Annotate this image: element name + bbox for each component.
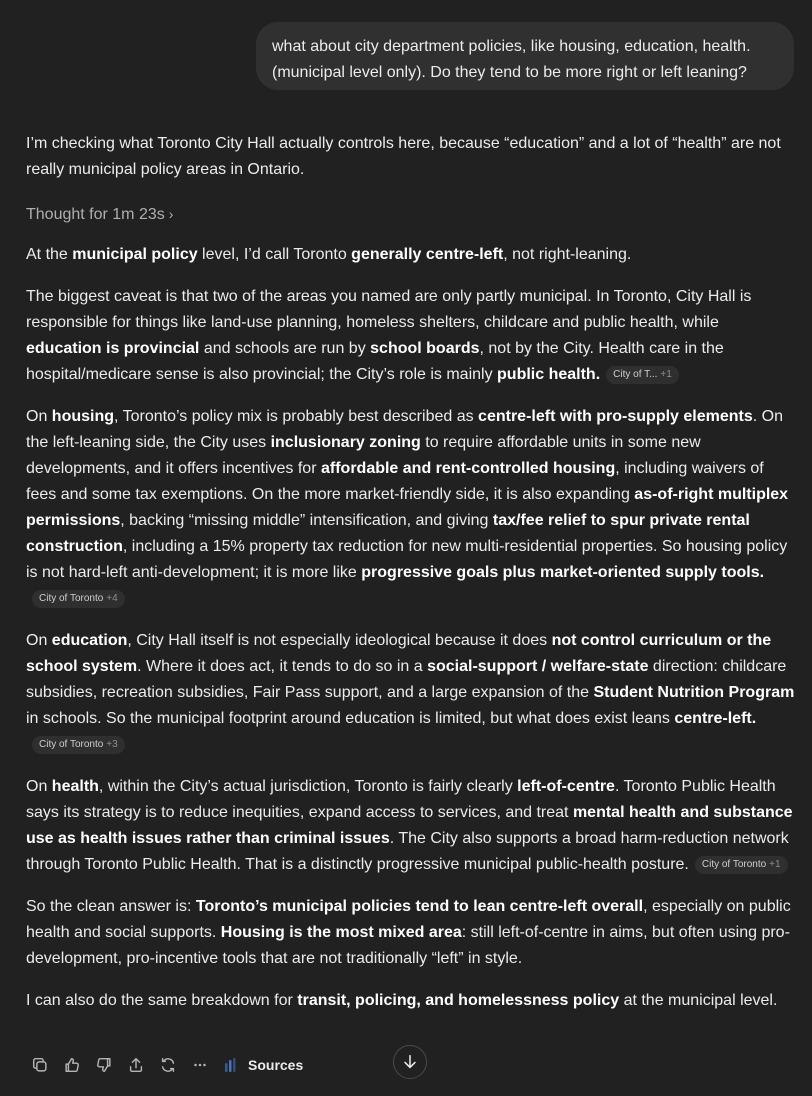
bold-text: mental health and substance use as health issues rather than criminal issues [26,804,793,847]
bold-text: housing [51,408,115,425]
text: On [26,632,52,649]
text: : still left-of-centre in aims, but often using pro-development, pro-incentive tools that are not traditionally “left” in style. [26,924,790,967]
bold-text: education is provincial [26,340,200,357]
bold-text: Toronto’s municipal policies tend to lean centre-left overall [195,898,644,915]
citation-chip[interactable] [695,856,788,874]
text: On [26,408,52,425]
chevron-right-icon: › [168,206,174,222]
text: , backing “missing middle” intensification, and giving [120,512,493,529]
text: , including waivers of fees and some tax exemptions. On the more market-friendly side, it is also expanding [26,460,764,503]
sources-label: Sources [248,1057,304,1073]
assistant-answer [26,242,796,1030]
arrow-down-icon [401,1053,419,1071]
citation-chip[interactable] [606,366,679,384]
answer-paragraph-1 [26,242,796,268]
answer-paragraph-3 [26,404,796,612]
citation-label: City of T... [613,369,658,380]
citation-count: +1 [769,859,781,870]
answer-paragraph-5 [26,774,796,878]
message-actions-toolbar [24,1051,303,1079]
share-icon[interactable] [120,1051,152,1079]
answer-paragraph-4 [26,628,796,758]
text: So the clean answer is: [26,898,196,915]
bold-text: social-support / welfare-state [427,658,649,675]
thought-label: Thought for 1m 23s [26,206,165,223]
sources-button[interactable] [224,1057,303,1073]
bold-text: affordable and rent-controlled housing [320,460,616,477]
text: The biggest caveat is that two of the areas you named are only partly municipal. In Toronto, City Hall is responsible for things like land-use planning, homeless shelters, childcare and public health, while [26,288,752,331]
citation-count: +4 [106,593,118,604]
answer-paragraph-2 [26,284,796,388]
bold-text: education [51,632,128,649]
text: , especially on public health and social supports. [26,898,791,941]
user-message-line-1: what about city department policies, like housing, education, health. [272,38,751,55]
bold-text: transit, policing, and homelessness policy [297,992,620,1009]
copy-icon[interactable] [24,1051,56,1079]
more-icon[interactable] [184,1051,216,1079]
text: On [26,778,52,795]
text: , not right-leaning. [503,246,632,263]
scroll-to-bottom-button[interactable] [393,1045,427,1079]
citation-label: City of Toronto [39,593,104,604]
bold-text: inclusionary zoning [270,434,421,451]
thumbs-down-icon[interactable] [88,1051,120,1079]
bold-text: as-of-right multiplex permissions [26,486,789,529]
bold-text: school boards [370,340,480,357]
bold-text: Student Nutrition Program [593,684,795,701]
text: , City Hall itself is not especially ideological because it does [127,632,552,649]
sources-icon [224,1057,240,1073]
text: I can also do the same breakdown for [26,992,298,1009]
thumbs-up-icon[interactable] [56,1051,88,1079]
text: . The City also supports a broad harm-reduction network through Toronto Public Health. That is a distinctly progressive municipal public-health posture. [26,830,789,873]
text: in schools. So the municipal footprint around education is limited, but what does exist leans [26,710,675,727]
bold-text: generally centre-left [351,246,504,263]
bold-text: Housing is the most mixed area [220,924,462,941]
text: level, I’d call Toronto [197,246,352,263]
bold-text: tax/fee relief to spur private rental construction [26,512,750,555]
text: At the [26,246,73,263]
citation-chip[interactable] [32,736,125,754]
bold-text: public health. [497,366,601,383]
citation-chip[interactable] [32,590,125,608]
answer-paragraph-6 [26,894,796,972]
regenerate-icon[interactable] [152,1051,184,1079]
bold-text: centre-left. [674,710,757,727]
bold-text: not control curriculum or the school system [26,632,772,675]
citation-count: +1 [660,369,672,380]
text: at the municipal level. [619,992,778,1009]
bold-text: health [51,778,99,795]
bold-text: left-of-centre [517,778,615,795]
text: , including a 15% property tax reduction for new multi-residential properties. So housing policy is not hard-left anti-development; it is more like [26,538,788,581]
thought-toggle[interactable] [26,201,173,228]
citation-count: +3 [106,739,118,750]
answer-paragraph-7 [26,988,796,1014]
text: . On the left-leaning side, the City uses [26,408,783,451]
text: , not by the City. Health care in the hospital/medicare sense is also provincial; the City’s role is mainly [26,340,724,383]
text: . Toronto Public Health says its strategy is to reduce inequities, expand access to services, and treat [26,778,776,821]
citation-label: City of Toronto [701,859,767,870]
text: , Toronto’s policy mix is probably best described as [114,408,479,425]
text: and schools are run by [199,340,371,357]
text: direction: childcare subsidies, recreation subsidies, Fair Pass support, and a large expansion of the [26,658,787,701]
bold-text: centre-left with pro-supply elements [478,408,753,425]
bold-text: progressive goals plus market-oriented supply tools. [361,564,765,581]
bold-text: municipal policy [72,246,198,263]
assistant-intro: I’m checking what Toronto City Hall actually controls here, because “education” and a lot of “health” are not really municipal policy areas in Ontario. [26,135,781,178]
citation-label: City of Toronto [39,739,104,750]
text: to require affordable units in some new developments, and it offers incentives for [26,434,701,477]
user-message-bubble [256,22,794,90]
text: , within the City’s actual jurisdiction, Toronto is fairly clearly [98,778,518,795]
user-message-line-2: (municipal level only). Do they tend to be more right or left leaning? [272,64,747,81]
text: . Where it does act, it tends to do so in a [137,658,428,675]
